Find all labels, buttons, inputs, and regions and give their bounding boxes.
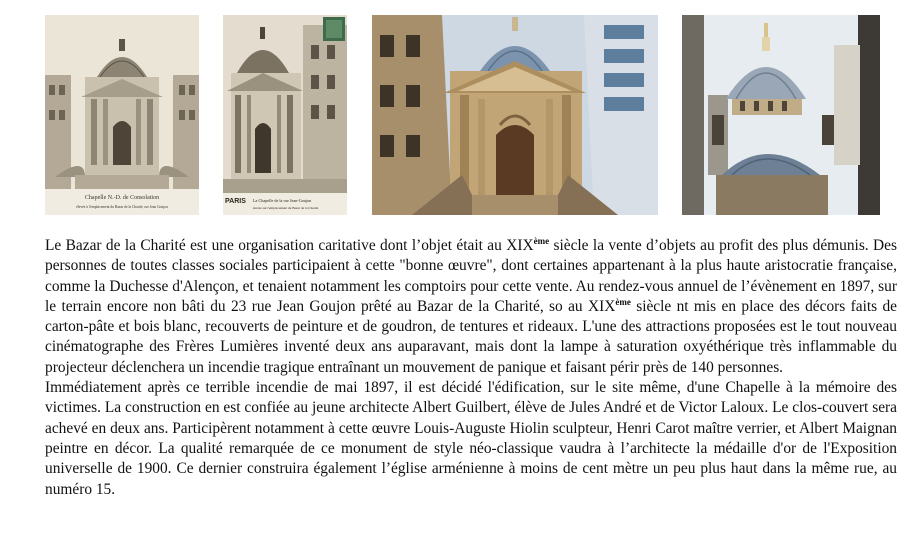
postcard-caption-prefix: PARIS: [225, 198, 246, 205]
paragraph-text: siècle nt mis en place des décors faits de carton-pâte et bois blanc, recouverts de peinture et de goudron, de tentures et rideaux. L'une des attractions proposées est le tout nouveau cinématographe des Frères Lumières inventé deux ans auparavant, mais dont la lampe à saturation oxyéthérique très inflammable du projecteur déclenchera un incendie tragique entraînant un mouvement de panique et faisant périr près de 140 personnes.: [45, 297, 897, 376]
postcard-caption-line1: Chapelle N.-D. de Consolation: [84, 195, 160, 201]
chapel-facade-photo: [372, 15, 658, 215]
article-body: [45, 236, 897, 500]
postcard-chapel-street-photo: [223, 15, 347, 215]
photo-strip: [0, 0, 907, 220]
postcard-caption-line1: La Chapelle de la rue Jean-Goujon: [253, 198, 312, 203]
chapel-dome-photo: [682, 15, 880, 215]
article-paragraph-history: [45, 236, 897, 378]
article-paragraph-chapel: Immédiatement après ce terrible incendie de mai 1897, il est décidé l'édification, sur le site même, d'une Chapelle à la mémoire des victimes. La construction en est confiée au jeune architecte Albert Guilbert, élève de Jules André et de Victor Laloux. Le clos-couvert sera achevé en deux ans. Participèrent notamment à cette œuvre Louis-Auguste Hiolin sculpteur, Henri Carot maître verrier, et Albert Maignan peintre en décor. La qualité remarquée de ce monument de style néo-classique vaudra à l’architecte la médaille d'or de l'Exposition universelle de 1900. Ce dernier construira également l’église arménienne à moins de cent mètre un peu plus haut dans la même rue, au numéro 15.: [45, 379, 897, 498]
paragraph-text: siècle la vente d’objets au profit des plus démunis. Des personnes de toutes classes sociales participaient à cette "bonne œuvre", dont certaines appartenant à la plus haute aristocratie française, comme la Duchesse d'Alençon, et tenaient notamment les comptoirs pour cette vente. Au rendez-vous annuel de l’évènement en 1897, sur le terrain encore non bâti du 23 rue Jean Goujon prêté au Bazar de la Charité, so au XIX: [45, 237, 897, 315]
postcard-caption-line2: élevée à l'emplacement du Bazar de la Charité, rue Jean Goujon: [76, 205, 168, 209]
postcard-caption-line2: élevée sur l'emplacement du Bazar de la Charité: [253, 206, 319, 210]
century-superscript: ème: [615, 296, 631, 307]
postcard-chapel-front-photo: [45, 15, 199, 215]
paragraph-text: Le Bazar de la Charité est une organisation caritative dont l’objet était au XIX: [45, 237, 534, 254]
century-superscript: ème: [533, 236, 550, 246]
